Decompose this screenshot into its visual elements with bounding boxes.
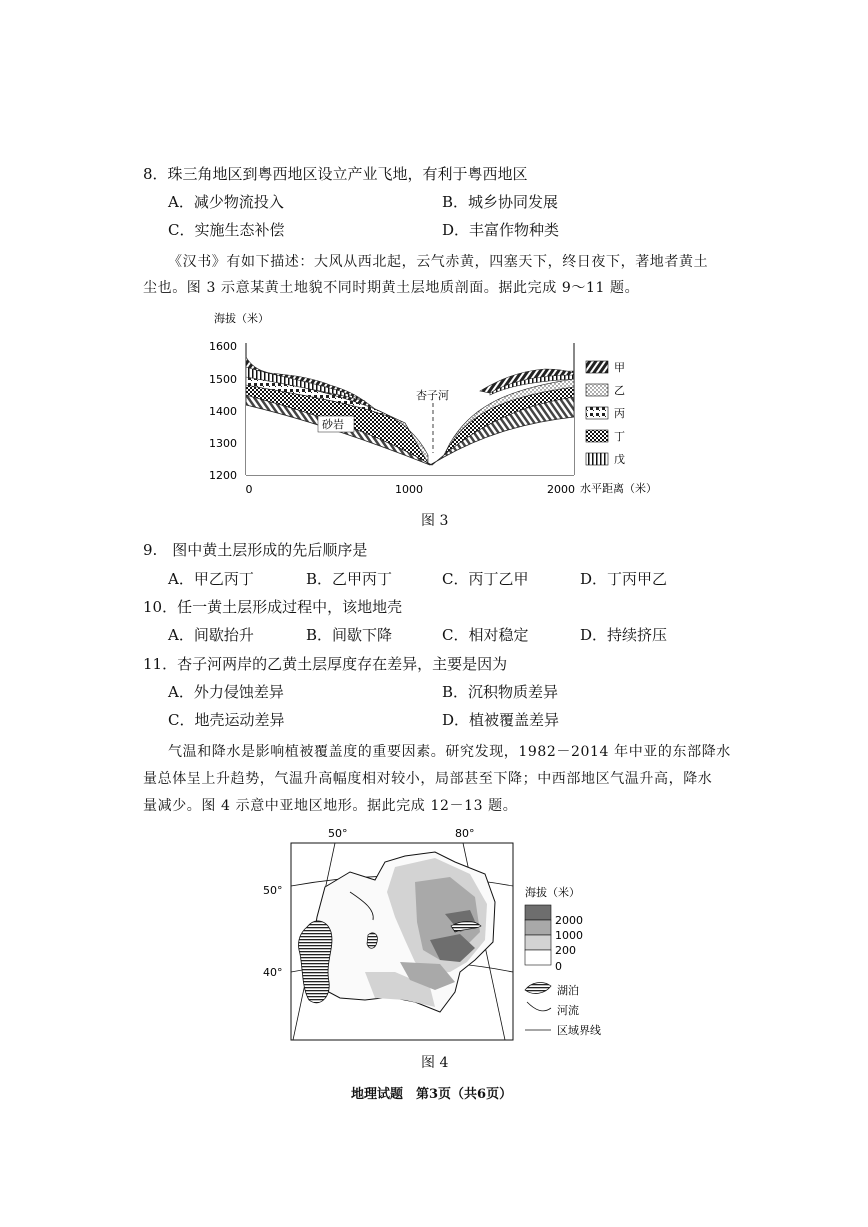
fig3-legend: [586, 361, 625, 466]
fig3-y-tick: 1400: [209, 405, 237, 418]
passage1-line1: 《汉书》有如下描述：大风从西北起，云气赤黄，四塞天下，终日夜下，著地者黄土: [168, 254, 709, 270]
fig4-legend-label-2000: 2000: [555, 914, 583, 927]
fig4-lat-label: 40°: [263, 966, 283, 979]
fig3-x-axis-label: 水平距离（米）: [580, 482, 657, 495]
q11-option-d: D．植被覆盖差异: [442, 711, 560, 729]
figure-4-map: [255, 822, 625, 1047]
legend-label-ding: 丁: [614, 430, 625, 443]
q8-option-c: C．实施生态补偿: [168, 221, 285, 239]
q10-option-b: B．间歇下降: [306, 626, 393, 644]
fig3-y-tick: 1500: [209, 373, 237, 386]
fig4-legend-swatch-0: [525, 950, 551, 965]
fig3-x-tick: 2000: [547, 483, 575, 496]
legend-label-bing: 丙: [614, 407, 625, 420]
passage2-line3: 量减少。图 4 示意中亚地区地形。据此完成 12－13 题。: [143, 798, 518, 814]
fig4-lon-label: 50°: [328, 827, 348, 840]
fig4-legend-boundary-label: 区域界线: [557, 1024, 601, 1037]
passage1-line2: 尘也。图 3 示意某黄土地貌不同时期黄土层地质剖面。据此完成 9～11 题。: [143, 280, 640, 296]
fig4-caption: 图 4: [421, 1055, 449, 1071]
fig4-legend-swatch-1000: [525, 920, 551, 935]
q9-option-a: A．甲乙丙丁: [168, 570, 254, 588]
q8-option-b: B．城乡协同发展: [442, 193, 559, 211]
q10-option-d: D．持续挤压: [580, 626, 668, 644]
fig3-caption: 图 3: [421, 513, 449, 529]
fig4-legend-title: 海拔（米）: [525, 886, 580, 899]
fig3-y-tick: 1300: [209, 437, 237, 450]
fig4-legend-label-1000: 1000: [555, 929, 583, 942]
q11-option-a: A．外力侵蚀差异: [168, 683, 284, 701]
figure-3-profile: [200, 305, 690, 510]
legend-swatch-jia: [586, 361, 608, 373]
fig4-lon-label: 80°: [455, 827, 475, 840]
fig3-x-tick: 0: [245, 483, 253, 496]
legend-label-wu: 戊: [614, 453, 625, 466]
q8-option-a: A．减少物流投入: [168, 193, 284, 211]
fig3-y-tick: 1600: [209, 340, 237, 353]
fig4-legend-river-icon: [527, 1002, 551, 1011]
passage2-line2: 量总体呈上升趋势，气温升高幅度相对较小，局部甚至下降；中西部地区气温升高，降水: [143, 771, 713, 787]
fig4-legend-label-0: 0: [555, 960, 562, 973]
q8-option-d: D．丰富作物种类: [442, 221, 560, 239]
legend-swatch-yi: [586, 384, 608, 396]
fig4-legend-lake-label: 湖泊: [557, 984, 579, 997]
q9-option-b: B．乙甲丙丁: [306, 570, 393, 588]
passage2-line1: 气温和降水是影响植被覆盖度的重要因素。研究发现，1982－2014 年中亚的东部降水: [168, 744, 731, 760]
fig4-legend-river-label: 河流: [557, 1004, 579, 1017]
legend-swatch-ding: [586, 430, 608, 442]
fig4-legend-lake-icon: [525, 983, 551, 994]
fig3-x-tick: 1000: [395, 483, 423, 496]
q9-option-c: C．丙丁乙甲: [442, 570, 529, 588]
q10-option-a: A．间歇抬升: [168, 626, 254, 644]
fig4-legend-swatch-200: [525, 935, 551, 950]
q9-stem: 9. 图中黄土层形成的先后顺序是: [143, 541, 368, 559]
fig3-y-tick: 1200: [209, 469, 237, 482]
fig4-legend-label-200: 200: [555, 944, 576, 957]
legend-label-yi: 乙: [614, 384, 625, 397]
legend-swatch-wu: [586, 453, 608, 465]
fig3-y-axis-label: 海拔（米）: [214, 312, 269, 325]
q11-option-c: C．地壳运动差异: [168, 711, 285, 729]
fig3-river-label: 杏子河: [416, 389, 449, 402]
page-footer: 地理试题 第3页（共6页）: [351, 1087, 513, 1102]
q11-stem: 11．杏子河两岸的乙黄土层厚度存在差异，主要是因为: [143, 655, 508, 673]
q9-option-d: D．丁丙甲乙: [580, 570, 668, 588]
fig4-lat-label: 50°: [263, 884, 283, 897]
fig3-rock-label: 砂岩: [322, 418, 344, 431]
fig4-legend-swatch-2000: [525, 905, 551, 920]
q10-stem: 10．任一黄土层形成过程中，该地地壳: [143, 598, 403, 616]
q8-stem: 8．珠三角地区到粤西地区设立产业飞地，有利于粤西地区: [143, 165, 528, 183]
q10-option-c: C．相对稳定: [442, 626, 529, 644]
legend-label-jia: 甲: [614, 361, 625, 374]
legend-swatch-bing: [586, 407, 608, 419]
q11-option-b: B．沉积物质差异: [442, 683, 559, 701]
